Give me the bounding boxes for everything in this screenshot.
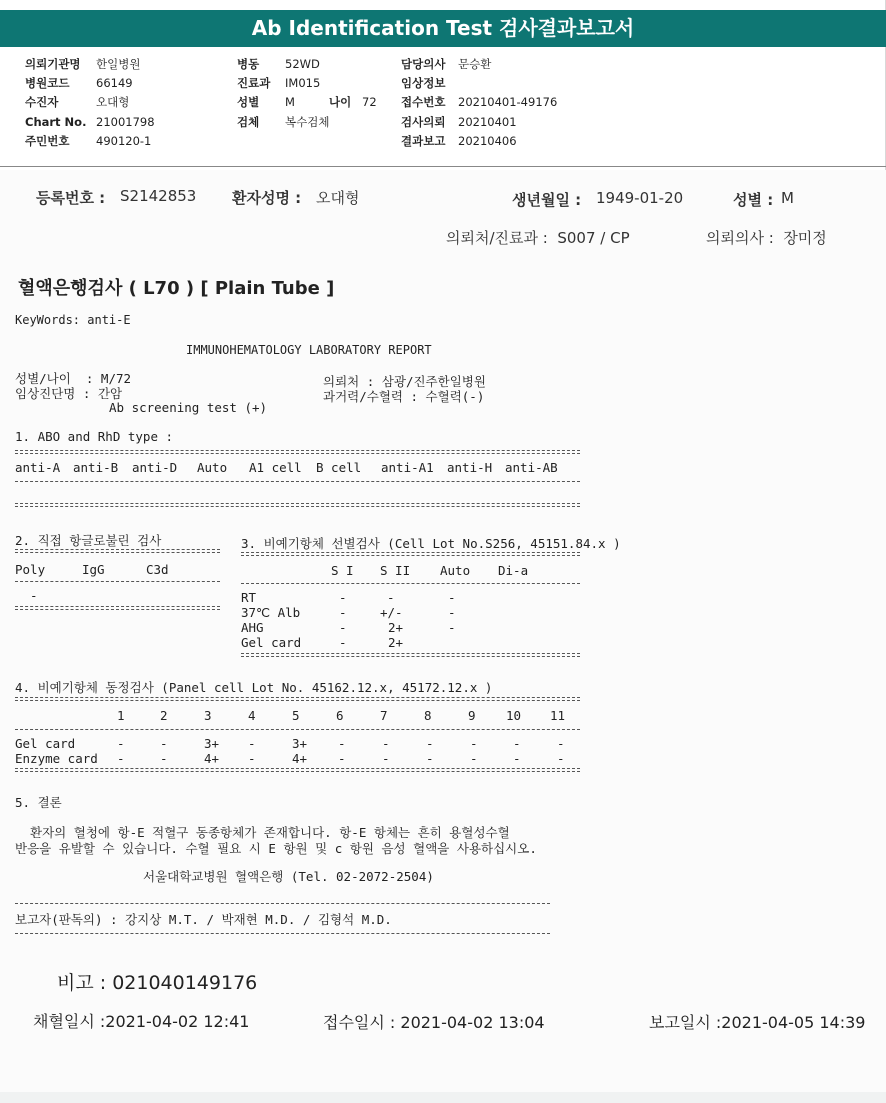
sex-label: 성별 : — [733, 191, 774, 209]
s1-rule-bottom — [15, 503, 580, 507]
s1-col: A1 cell — [249, 460, 302, 475]
hdr-col3-row3: 접수번호 — [401, 95, 446, 109]
s1-col: anti-A1 — [381, 460, 434, 475]
s3-col: S I — [331, 563, 354, 578]
s1-col: anti-H — [447, 460, 493, 475]
s4-cell: 3+ — [292, 736, 308, 751]
s3-row-label: Gel card — [241, 635, 302, 650]
s3-cell: - — [448, 590, 456, 605]
s3-cell: 2+ — [388, 635, 404, 650]
s4-cell: 4+ — [204, 751, 220, 766]
department: IM015 — [285, 76, 321, 90]
s3-cell: 2+ — [388, 620, 404, 635]
s3-col: S II — [380, 563, 411, 578]
s1-col: anti-B — [73, 460, 119, 475]
report-time: 보고일시 :2021-04-05 14:39 — [649, 1013, 866, 1032]
s4-cell: - — [470, 751, 478, 766]
s4-col: 2 — [160, 708, 168, 723]
s4-rule-bottom — [15, 768, 580, 772]
result-date: 20210406 — [458, 134, 517, 148]
name-value: 오대형 — [316, 189, 360, 207]
s4-col: 7 — [380, 708, 388, 723]
dob-label: 생년월일 : — [512, 191, 582, 209]
hdr-col1-row2: 병원코드 — [25, 76, 70, 90]
hdr-col3-row1: 담당의사 — [401, 57, 446, 71]
s3-rule-mid — [241, 583, 580, 584]
s4-cell: - — [117, 736, 125, 751]
note: 비고 : 021040149176 — [57, 972, 258, 994]
s4-row-label: Gel card — [15, 736, 76, 751]
request-date: 20210401 — [458, 115, 517, 129]
s2-col-poly: Poly — [15, 562, 46, 577]
hdr-col1-row5: 주민번호 — [25, 134, 70, 148]
s4-rule-top — [15, 697, 580, 701]
referrer: 의뢰처 : 삼광/진주한일병원 — [323, 374, 486, 389]
s4-row-label: Enzyme card — [15, 751, 98, 766]
hdr-col1-row1: 의뢰기관명 — [25, 57, 81, 71]
s1-rule-mid — [15, 481, 580, 482]
hdr-col1-row3: 수진자 — [25, 95, 59, 109]
s3-col: Di-a — [498, 563, 529, 578]
s4-cell: - — [513, 751, 521, 766]
s2-title: 2. 직접 항글로불린 검사 — [15, 533, 162, 548]
collection-time: 채혈일시 :2021-04-02 12:41 — [33, 1012, 250, 1031]
s4-cell: - — [513, 736, 521, 751]
s3-rule-bottom — [241, 653, 580, 657]
s1-rule-top — [15, 450, 580, 454]
report-title: Ab Identification Test 검사결과보고서 — [0, 10, 886, 47]
s4-cell: - — [248, 751, 256, 766]
age-label-hdr: 나이 — [329, 95, 352, 109]
sex-age: 성별/나이 : M/72 — [15, 371, 132, 386]
s3-cell: - — [387, 590, 395, 605]
s4-col: 5 — [292, 708, 300, 723]
diagnosis: 임상진단명 : 간암 — [15, 386, 123, 401]
s3-row-label: AHG — [241, 620, 264, 635]
sex-hdr: M — [285, 95, 295, 109]
s3-cell: +/- — [380, 605, 403, 620]
s4-cell: - — [160, 736, 168, 751]
hdr-col3-row5: 결과보고 — [401, 134, 446, 148]
s4-cell: - — [470, 736, 478, 751]
s2-col-igg: IgG — [82, 562, 105, 577]
s4-col: 3 — [204, 708, 212, 723]
s3-title: 3. 비예기항체 선별검사 (Cell Lot No.S256, 45151.84.x ) — [241, 536, 621, 551]
s4-cell: - — [338, 751, 346, 766]
s1-col: anti-AB — [505, 460, 558, 475]
blood-bank-contact: 서울대학교병원 혈액은행 (Tel. 02-2072-2504) — [143, 869, 434, 884]
patient-name-hdr: 오대형 — [96, 95, 130, 109]
s3-rule-top — [241, 552, 580, 556]
s4-cell: - — [382, 736, 390, 751]
section-title: 혈액은행검사 ( L70 ) [ Plain Tube ] — [18, 278, 335, 299]
s4-col: 10 — [506, 708, 522, 723]
receipt-no: 20210401-49176 — [458, 95, 558, 109]
s3-cell: - — [339, 635, 347, 650]
s4-cell: - — [248, 736, 256, 751]
reg-value: S2142853 — [120, 187, 197, 205]
s4-cell: 3+ — [204, 736, 220, 751]
conclusion-line2: 반응을 유발할 수 있습니다. 수혈 필요 시 E 항원 및 c 항원 음성 혈액을 사용하십시오. — [15, 841, 537, 856]
s2-rule-bottom — [15, 606, 220, 610]
s4-cell: - — [557, 751, 565, 766]
hdr-col2-row3: 성별 — [237, 95, 260, 109]
conclusion-line1: 환자의 혈청에 항-E 적혈구 동종항체가 존재합니다. 항-E 항체는 흔히 용혈성수혈 — [30, 825, 510, 840]
s4-cell: - — [338, 736, 346, 751]
resident-no: 490120-1 — [96, 134, 152, 148]
hdr-col3-row2: 임상정보 — [401, 76, 446, 90]
s4-cell: - — [426, 751, 434, 766]
s3-row-label: 37℃ Alb — [241, 605, 301, 620]
s2-col-c3d: C3d — [146, 562, 169, 577]
specimen: 복수검체 — [285, 115, 330, 129]
hdr-col2-row2: 진료과 — [237, 76, 271, 90]
s4-cell: - — [557, 736, 565, 751]
s4-col: 4 — [248, 708, 256, 723]
reporters: 보고자(판독의) : 강지상 M.T. / 박재현 M.D. / 김형석 M.D. — [15, 912, 392, 927]
s1-col: B cell — [316, 460, 362, 475]
s4-col: 1 — [117, 708, 125, 723]
hdr-col3-row4: 검사의뢰 — [401, 115, 446, 129]
s1-col: anti-D — [132, 460, 178, 475]
physician: 문승환 — [458, 57, 492, 71]
s4-title: 4. 비예기항체 동정검사 (Panel cell Lot No. 45162.12.x, 45172.12.x ) — [15, 680, 493, 695]
hospital-code: 66149 — [96, 76, 133, 90]
transfusion-history: 과거력/수혈력 : 수혈력(-) — [323, 389, 485, 404]
reg-label: 등록번호 : — [36, 189, 106, 207]
s4-col: 9 — [468, 708, 476, 723]
s4-col: 11 — [550, 708, 566, 723]
keywords: KeyWords: anti-E — [15, 313, 131, 327]
name-label: 환자성명 : — [232, 189, 302, 207]
hdr-col2-row1: 병동 — [237, 57, 260, 71]
sex-value: M — [781, 189, 794, 207]
hospital-name: 한일병원 — [96, 57, 141, 71]
s3-cell: - — [339, 620, 347, 635]
s4-cell: - — [426, 736, 434, 751]
s2-rule-top — [15, 549, 220, 553]
s4-cell: - — [382, 751, 390, 766]
header-divider — [0, 166, 886, 167]
hdr-col2-row4: 검체 — [237, 115, 260, 129]
s4-cell: - — [117, 751, 125, 766]
diagnosis-detail: Ab screening test (+) — [109, 400, 268, 415]
s1-title: 1. ABO and RhD type : — [15, 429, 174, 444]
s3-row-label: RT — [241, 590, 257, 605]
age-hdr: 72 — [362, 95, 377, 109]
scanned-report — [0, 170, 886, 1092]
s3-col: Auto — [440, 563, 471, 578]
s3-cell: - — [339, 590, 347, 605]
s4-cell: 4+ — [292, 751, 308, 766]
dob-value: 1949-01-20 — [596, 189, 684, 207]
s4-cell: - — [160, 751, 168, 766]
s4-col: 6 — [336, 708, 344, 723]
hdr-col1-row4: Chart No. — [25, 115, 87, 129]
s5-title: 5. 결론 — [15, 795, 62, 810]
s3-cell: - — [448, 605, 456, 620]
doctor-info: 의뢰의사 : 장미정 — [706, 229, 827, 247]
s2-value: - — [30, 588, 38, 603]
s1-col: Auto — [197, 460, 228, 475]
s1-col: anti-A — [15, 460, 61, 475]
s4-col: 8 — [424, 708, 432, 723]
reporter-rule-bottom — [15, 933, 550, 934]
dept-info: 의뢰처/진료과 : S007 / CP — [446, 229, 630, 247]
chart-no: 21001798 — [96, 115, 155, 129]
lab-title: IMMUNOHEMATOLOGY LABORATORY REPORT — [186, 343, 432, 357]
receipt-time: 접수일시 : 2021-04-02 13:04 — [323, 1013, 545, 1032]
s3-cell: - — [448, 620, 456, 635]
ward: 52WD — [285, 57, 320, 71]
s3-cell: - — [339, 605, 347, 620]
s4-rule-mid — [15, 729, 580, 730]
reporter-rule-top — [15, 903, 550, 904]
s2-rule-mid — [15, 581, 220, 582]
